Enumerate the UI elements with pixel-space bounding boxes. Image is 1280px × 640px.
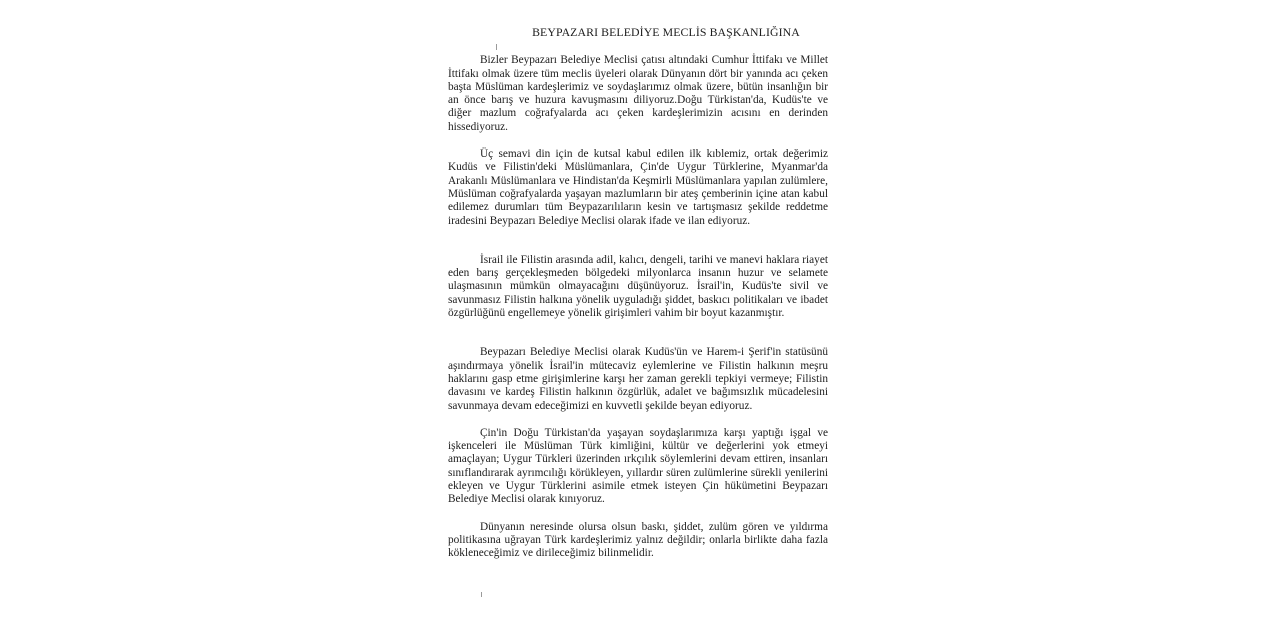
paragraph: Bizler Beypazarı Belediye Meclisi çatısı altındaki Cumhur İttifakı ve Millet İttifakı olmak üzere tüm meclis üyeleri olarak Dünyanın dört bir yanında acı çeken başta Müslüman kardeşlerimiz ve soydaşlarımız olmak üzere, bütün insanlığın bir an önce barış ve huzura kavuşmasını diliyoruz.Doğu Türkistan'da, Kudüs'te ve diğer mazlum coğrafyalarda acı çeken kardeşlerimizin acısını en derinden hissediyoruz. [448, 54, 828, 133]
paragraph: Üç semavi din için de kutsal kabul edilen ilk kıblemiz, ortak değerimiz Kudüs ve Filistin'deki Müslümanlara, Çin'de Uygur Türklerine, Myanmar'da Arakanlı Müslümanlara ve Hindistan'da Keşmirli Müslümanlara yapılan zulümlere, Müslüman coğrafyalarda yaşayan mazlumların bir ateş çemberinin içine atan kabul edilemez durumları tüm Beypazarılıların kesin ve tartışmasız şekilde reddetme iradesini Beypazarı Belediye Meclisi olarak ifade ve ilan ediyoruz. [448, 148, 828, 227]
letter-body [448, 26, 828, 561]
paragraph: Beypazarı Belediye Meclisi olarak Kudüs'ün ve Harem-i Şerif'in statüsünü aşındırmaya yönelik İsrail'in mütecaviz eylemlerine ve Filistin halkının meşru haklarını gasp etme girişimlerine karşı her zaman gerekli tepkiyi vermeye; Filistin davasını ve kardeş Filistin halkının özgürlük, adalet ve bağımsızlık mücadelesini savunmaya devam edeceğimizi en kuvvetli şekilde beyan ediyoruz. [448, 346, 828, 412]
paragraph: Çin'in Doğu Türkistan'da yaşayan soydaşlarımıza karşı yaptığı işgal ve işkenceleri ile Müslüman Türk kimliğini, kültür ve değerlerini yok etmeyi amaçlayan; Uygur Türkleri üzerinden ırkçılık söylemlerini devam ettiren, insanları sınıflandırarak ayrımcılığı körükleyen, yıllardır süren zulümlerine sürekli yenilerini ekleyen ve Uygur Türklerini asimile etmek isteyen Çin hükümetini Beypazarı Belediye Meclisi olarak kınıyoruz. [448, 426, 828, 506]
paragraph: İsrail ile Filistin arasında adil, kalıcı, dengeli, tarihi ve manevi haklara riayet eden barış gerçekleşmeden bölgedeki milyonlarca insanın huzur ve selamete ulaşmasının mümkün olmayacağını düşünüyoruz. İsrail'in, Kudüs'te sivil ve savunmasız Filistin halkına yönelik uyguladığı şiddet, baskıcı politikaları ve ibadet özgürlüğünü engellemeye yönelik girişimleri vahim bir boyut kazanmıştır. [448, 253, 828, 320]
paragraph: Dünyanın neresinde olursa olsun baskı, şiddet, zulüm gören ve yıldırma politikasına uğrayan Türk kardeşlerimiz yalnız değildir; onlarla birlikte daha fazla kökleneceğimiz ve dirileceğimiz bilinmelidir. [448, 520, 828, 560]
scan-mark [481, 592, 482, 597]
letter-title: BEYPAZARI BELEDİYE MECLİS BAŞKANLIĞINA [532, 25, 800, 39]
